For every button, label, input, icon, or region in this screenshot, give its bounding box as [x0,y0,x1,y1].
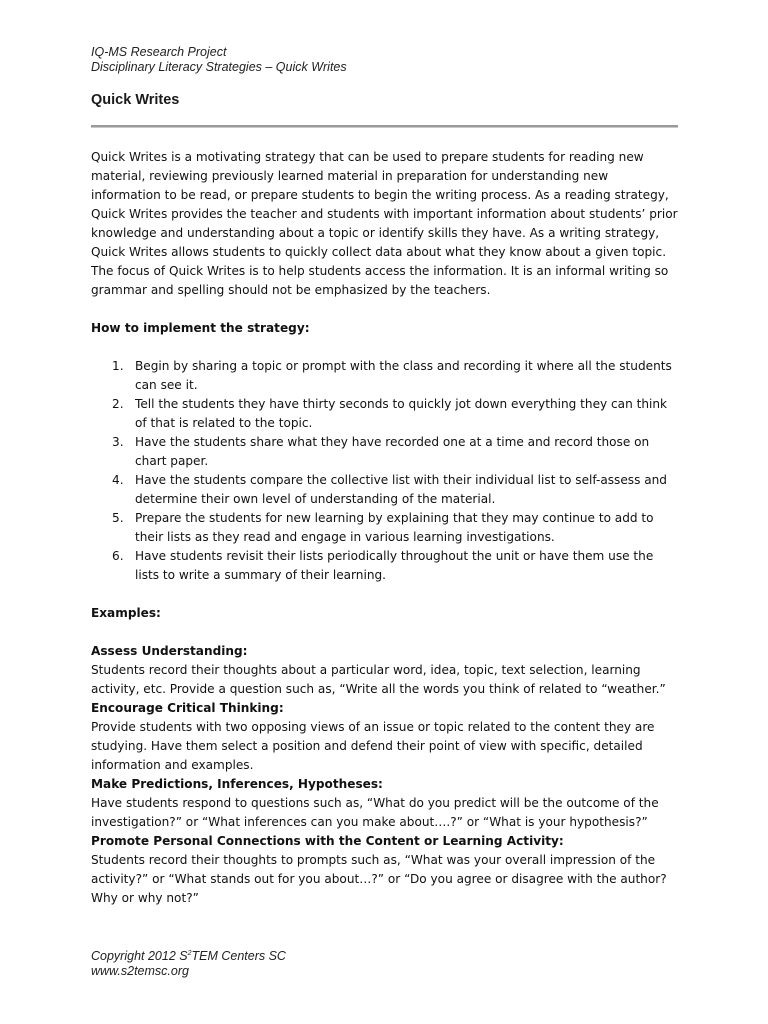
list-item [91,471,681,509]
list-item [91,433,681,471]
document-body [91,148,681,908]
example-heading-connections: Promote Personal Connections with the Content or Learning Activity: [91,834,564,848]
step-text: Have students revisit their lists periodically throughout the unit or have them use the lists to write a summary of their learning. [135,549,654,582]
page-header [91,45,347,75]
step-text: Have the students compare the collective list with their individual list to self-assess and determine their own level of understanding of the material. [135,473,667,506]
example-text-assess: Students record their thoughts about a particular word, idea, topic, text selection, learning activity, etc. Provide a question such as, “Write all the words you think of related to “weather.” [91,663,666,696]
step-text: Begin by sharing a topic or prompt with the class and recording it where all the students can see it. [135,359,672,392]
copyright-line [91,946,286,964]
step-text: Have the students share what they have recorded one at a time and record those on chart paper. [135,435,650,468]
step-number: 6. [112,549,124,563]
example-heading-critical: Encourage Critical Thinking: [91,701,284,715]
copyright-prefix: Copyright 2012 S [91,949,188,963]
page-footer [91,946,286,979]
step-number: 5. [112,511,124,525]
list-item [91,395,681,433]
steps-list [91,357,681,585]
example-text-connections: Students record their thoughts to prompts such as, “What was your overall impression of the activity?” or “What stands out for you about…?” or “Do you agree or disagree with the author? Why or why not?” [91,853,667,905]
example-text-predictions: Have students respond to questions such as, “What do you predict will be the outcome of the investigation?” or “What inferences can you make about….?” or “What is your hypothesis?” [91,796,659,829]
step-number: 3. [112,435,124,449]
list-item [91,547,681,585]
how-to-heading: How to implement the strategy: [91,321,310,335]
footer-url: www.s2temsc.org [91,964,189,978]
examples-heading: Examples: [91,606,161,620]
list-item [91,509,681,547]
title-divider [91,125,678,128]
list-item [91,357,681,395]
step-number: 4. [112,473,124,487]
page-title: Quick Writes [91,92,180,108]
step-number: 2. [112,397,124,411]
header-subtitle: Disciplinary Literacy Strategies – Quick Writes [91,60,347,74]
step-text: Tell the students they have thirty seconds to quickly jot down everything they can think of that is related to the topic. [135,397,668,430]
header-project-name: IQ-MS Research Project [91,45,227,59]
copyright-suffix: TEM Centers SC [191,949,286,963]
example-heading-assess: Assess Understanding: [91,644,248,658]
example-text-critical: Provide students with two opposing views of an issue or topic related to the content they are studying. Have them select a position and defend their point of view with specific, detailed information and examples. [91,720,655,772]
step-text: Prepare the students for new learning by explaining that they may continue to add to their lists as they read and engage in various learning investigations. [135,511,654,544]
step-number: 1. [112,359,124,373]
intro-paragraph: Quick Writes is a motivating strategy that can be used to prepare students for reading new material, reviewing previously learned material in preparation for understanding new information to be read, or prepare students to begin the writing process. As a reading strategy, Quick Writes provides the teacher and students with important information about students’ prior knowledge and understanding about a topic or identify skills they have. As a writing strategy, Quick Writes allows students to quickly collect data about what they know about a given topic. The focus of Quick Writes is to help students access the information. It is an informal writing so grammar and spelling should not be emphasized by the teachers. [91,150,678,297]
copyright-superscript: 2 [187,950,192,957]
example-heading-predictions: Make Predictions, Inferences, Hypotheses: [91,777,383,791]
